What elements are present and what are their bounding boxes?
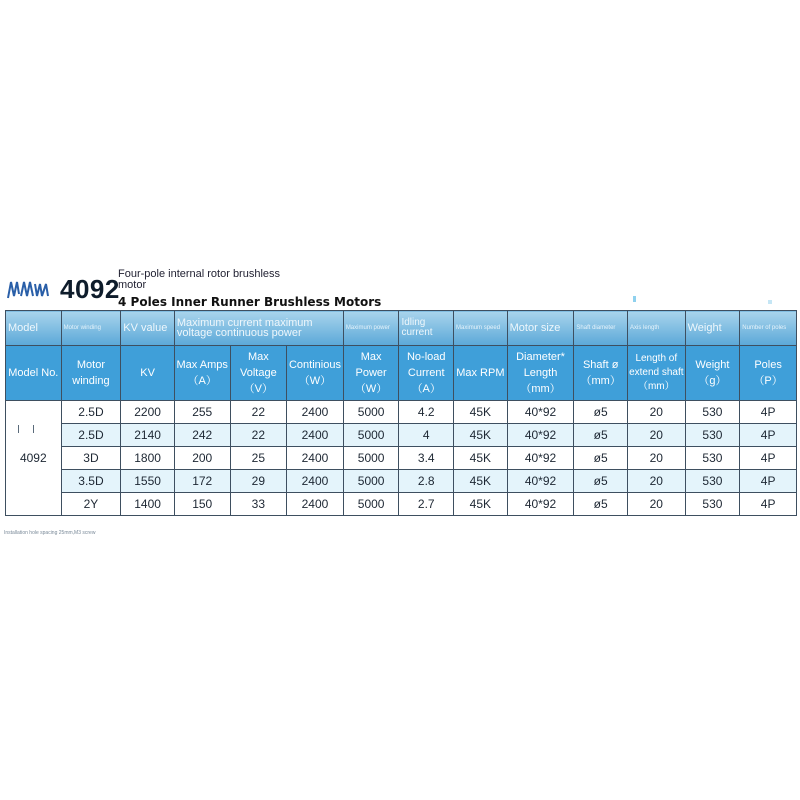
table-cell: 1400 <box>121 493 175 516</box>
table-cell: 4 <box>399 424 454 447</box>
table-cell: ø5 <box>574 493 628 516</box>
subtitle-bottom: 4 Poles Inner Runner Brushless Motors <box>118 295 382 309</box>
cn-header-cell: Model <box>6 311 62 346</box>
table-cell: 40*92 <box>507 447 574 470</box>
header-weight: Weight （g） <box>685 346 740 401</box>
table-cell: 25 <box>230 447 287 470</box>
table-cell: 3D <box>61 447 121 470</box>
table-cell: 255 <box>174 401 230 424</box>
table-cell: 1550 <box>121 470 175 493</box>
table-cell: ø5 <box>574 470 628 493</box>
en-header-row <box>6 346 797 401</box>
table-cell: 5000 <box>343 470 399 493</box>
table-cell: 3.4 <box>399 447 454 470</box>
table-cell: 200 <box>174 447 230 470</box>
cn-header-cell: Weight <box>685 311 740 346</box>
brand-logo <box>6 276 50 302</box>
cn-header-cell: Maximum speed <box>454 311 508 346</box>
cn-header-cell: Maximum power <box>343 311 399 346</box>
table-cell: 5000 <box>343 493 399 516</box>
header-max-rpm: Max RPM <box>454 346 508 401</box>
table-cell: 45K <box>454 447 508 470</box>
header-motor-winding: Motor winding <box>61 346 121 401</box>
table-cell: 242 <box>174 424 230 447</box>
table-cell: 20 <box>627 401 685 424</box>
header-extend-shaft: Length of extend shaft （mm） <box>627 346 685 401</box>
table-cell: 4P <box>740 424 797 447</box>
table-cell: 20 <box>627 447 685 470</box>
table-cell: 20 <box>627 424 685 447</box>
table-cell: 2Y <box>61 493 121 516</box>
table-row <box>6 401 797 424</box>
table-cell: 4P <box>740 493 797 516</box>
table-cell: 20 <box>627 493 685 516</box>
header-max-power: Max Power （W） <box>343 346 399 401</box>
table-cell: 2400 <box>287 401 344 424</box>
cn-header-cell: Number of poles <box>740 311 797 346</box>
footnote: Installation hole spacing 25mm,M3 screw <box>4 530 96 536</box>
table-row <box>6 447 797 470</box>
table-cell: 45K <box>454 470 508 493</box>
header-model-no: Model No. <box>6 346 62 401</box>
header-max-amps: Max Amps （A） <box>174 346 230 401</box>
table-cell: ø5 <box>574 401 628 424</box>
table-cell: 40*92 <box>507 470 574 493</box>
table-cell: 1800 <box>121 447 175 470</box>
table-cell: 2400 <box>287 470 344 493</box>
table-cell: ø5 <box>574 447 628 470</box>
table-cell: 530 <box>685 470 740 493</box>
header-kv: KV <box>121 346 175 401</box>
table-row <box>6 470 797 493</box>
table-row <box>6 424 797 447</box>
table-cell: 2.8 <box>399 470 454 493</box>
cn-header-row <box>6 311 797 346</box>
table-cell: 2.5D <box>61 424 121 447</box>
table-cell: 20 <box>627 470 685 493</box>
page-header <box>6 268 796 310</box>
table-cell: 2400 <box>287 493 344 516</box>
cn-header-cell: Shaft diameter <box>574 311 628 346</box>
table-cell: 40*92 <box>507 401 574 424</box>
model-title: 4092 <box>60 274 120 304</box>
table-cell: 22 <box>230 401 287 424</box>
table-cell: 3.5D <box>61 470 121 493</box>
table-cell: 150 <box>174 493 230 516</box>
table-cell: 4P <box>740 447 797 470</box>
cn-header-cell: Motor winding <box>61 311 121 346</box>
table-cell: 45K <box>454 493 508 516</box>
table-cell: 40*92 <box>507 424 574 447</box>
table-cell: 40*92 <box>507 493 574 516</box>
table-cell: 2400 <box>287 424 344 447</box>
table-cell: 530 <box>685 424 740 447</box>
table-cell: 2.5D <box>61 401 121 424</box>
table-cell: 530 <box>685 493 740 516</box>
header-diameter-length: Diameter* Length （mm） <box>507 346 574 401</box>
header-shaft: Shaft ø （mm） <box>574 346 628 401</box>
table-cell: 530 <box>685 401 740 424</box>
subtitle-top: Four-pole internal rotor brushless motor <box>118 268 281 291</box>
decor-mark <box>633 296 636 302</box>
table-cell: ø5 <box>574 424 628 447</box>
cn-header-cell: Idling current <box>399 311 454 346</box>
spec-table <box>5 310 797 516</box>
table-cell: 4.2 <box>399 401 454 424</box>
table-cell: 29 <box>230 470 287 493</box>
cn-header-cell: Axis length <box>627 311 685 346</box>
cn-header-cell: KV value <box>121 311 175 346</box>
table-cell: 45K <box>454 424 508 447</box>
table-cell: 2400 <box>287 447 344 470</box>
model-marker <box>18 425 34 433</box>
cn-header-cell: Maximum current maximum voltage continuous power <box>174 311 343 346</box>
table-cell: 2.7 <box>399 493 454 516</box>
header-no-load-current: No-load Current （A） <box>399 346 454 401</box>
table-cell: 22 <box>230 424 287 447</box>
table-cell: 4P <box>740 401 797 424</box>
table-cell: 5000 <box>343 447 399 470</box>
header-max-voltage: Max Voltage （V） <box>230 346 287 401</box>
table-cell: 33 <box>230 493 287 516</box>
table-cell: 5000 <box>343 401 399 424</box>
table-cell: 4P <box>740 470 797 493</box>
table-cell: 172 <box>174 470 230 493</box>
decor-mark <box>768 300 772 304</box>
table-cell: 2140 <box>121 424 175 447</box>
table-row <box>6 493 797 516</box>
model-cell: 4092 <box>6 401 62 516</box>
table-cell: 530 <box>685 447 740 470</box>
table-cell: 5000 <box>343 424 399 447</box>
header-continious: Continious （W） <box>287 346 344 401</box>
header-poles: Poles （P） <box>740 346 797 401</box>
cn-header-cell: Motor size <box>507 311 574 346</box>
table-cell: 45K <box>454 401 508 424</box>
table-cell: 2200 <box>121 401 175 424</box>
